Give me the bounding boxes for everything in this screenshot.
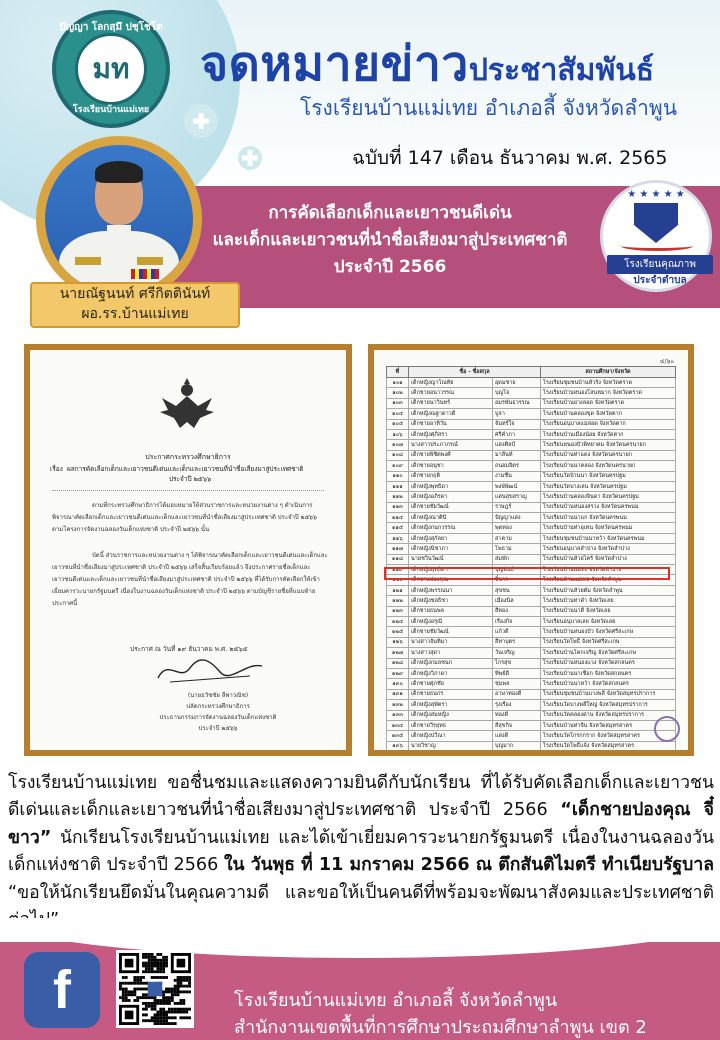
table-cell: อาษาทองดี: [493, 689, 541, 699]
table-cell: ๑๓๑: [387, 689, 409, 699]
table-cell: เด็กหญิงสุทธิดา: [409, 565, 493, 575]
table-cell: ๑๑๑: [387, 481, 409, 491]
table-cell: เด็กหญิงณฐาดาวดี: [409, 409, 493, 419]
table-row: [387, 689, 676, 699]
table-cell: ๑๒๓: [387, 606, 409, 616]
table-cell: ๑๓๔: [387, 720, 409, 730]
table-cell: เด็กหญิงศุภิสรา: [409, 429, 493, 439]
announcement-signer: (นายธวัชชัย ลีพาวณิช) ปลัดกระทรวงศึกษาธิการ ประธานกรรมการจัดงานฉลองวันเด็กแห่งชาติ ประจำปี ๒๕๖๖: [159, 692, 277, 732]
table-cell: เด็กหญิงนิชาภา: [409, 544, 493, 554]
table-row: [387, 419, 676, 429]
table-cell: ๑๑๘: [387, 554, 409, 564]
article-quote: “ขอให้นักเรียนยึดมั่นในคุณความดี และขอให้เป็นคนดีที่พร้อมจะพัฒนาสังคมและประเทศชาติ: [8, 882, 714, 903]
table-cell: เด็กหญิงพุทธิดา: [409, 481, 493, 491]
table-cell: อุดมชาย: [493, 378, 541, 388]
table-cell: โรงเรียนบ้านนาแก จังหวัดนครพนม: [541, 513, 676, 523]
table-cell: ปัญญาแสง: [493, 513, 541, 523]
table-row: [387, 700, 676, 710]
table-cell: ๑๒๐: [387, 575, 409, 585]
facebook-glyph: f: [53, 960, 71, 1020]
footer-office: สำนักงานเขตพื้นที่การศึกษาประถมศึกษาลำพูน เขต 2: [234, 1017, 647, 1038]
table-cell: โรงเรียนวัดบางเลน จังหวัดนครปฐม: [541, 481, 676, 491]
table-cell: ๑๑๒: [387, 492, 409, 502]
garuda-emblem-icon: [158, 376, 216, 434]
table-cell: เด็กหญิงสุกัลยา: [409, 533, 493, 543]
table-cell: นางสาวสุดา: [409, 648, 493, 658]
table-cell: โรงเรียนบ้านหนองบัว จังหวัดศรีสะเกษ: [541, 627, 676, 637]
table-cell: โรงเรียนบ้านนาหว้า จังหวัดสกลนคร: [541, 679, 676, 689]
table-row: [387, 720, 676, 730]
qr-code-icon[interactable]: [116, 950, 194, 1028]
table-cell: โรงเรียนวัดคลองด่าน จังหวัดสมุทรปราการ: [541, 710, 676, 720]
table-cell: ๑๑๐: [387, 471, 409, 481]
table-cell: โรงเรียนหนองบัวพิทยาคม จังหวัดนครนายก: [541, 440, 676, 450]
announcement-document-frame: [24, 344, 352, 756]
table-row: [387, 710, 676, 720]
table-cell: ทองดี: [493, 710, 541, 720]
name-list-document: [374, 350, 688, 750]
table-cell: เด็กหญิงปวีณา: [409, 731, 493, 741]
table-cell: เมืองนิล: [493, 596, 541, 606]
table-cell: สีหาบุตร: [493, 637, 541, 647]
table-cell: โรงเรียนบ้านท่าจีน จังหวัดสมุทรสาคร: [541, 720, 676, 730]
table-cell: เด็กหญิงณาตินี: [409, 513, 493, 523]
table-cell: เด็กชายพิชิตพงศ์: [409, 450, 493, 460]
article-middle: นักเรียนโรงเรียนบ้านแม่เทย และได้เข้าเยี่ยมคารวะนายกรัฐมนตรี เนื่องในงานฉลองวันเด็กแห่งชาติ ประจำปี 2566: [8, 827, 714, 876]
table-cell: ๑๑๖: [387, 533, 409, 543]
announcement-date: ประกาศ ณ วันที่ ๑๙ ธันวาคม พ.ศ. ๒๕๖๕: [130, 645, 248, 653]
table-cell: โรงเรียนบ้านโคกเจริญ จังหวัดศรีสะเกษ: [541, 648, 676, 658]
table-cell: โรงเรียนบ้านทาดำ จังหวัดเลย: [541, 596, 676, 606]
column-header: สถานศึกษา/จังหวัด: [541, 367, 676, 378]
table-cell: บูจา: [493, 409, 541, 419]
table-row: [387, 440, 676, 450]
headline-line-1: การคัดเลือกเด็กและเยาวชนดีเด่น: [268, 203, 512, 223]
column-header: ชื่อ - ชื่อสกุล: [409, 367, 541, 378]
announcement-title: ประกาศกระทรวงศึกษาธิการ: [145, 453, 231, 461]
table-cell: โรงเรียนบ้านห้วยไคร้ จังหวัดลำปาง: [541, 554, 676, 564]
table-cell: โรงเรียนบ้านแม่ทะ จังหวัดลำปาง: [541, 565, 676, 575]
director-photo-frame: [36, 136, 202, 302]
table-cell: เด็กหญิงอภิรดา: [409, 492, 493, 502]
title-main: จดหมายข่าว: [200, 36, 469, 92]
table-cell: โรงเรียนบ้านเมืองน้อย จังหวัดตาก: [541, 429, 676, 439]
table-cell: ๑๑๓: [387, 502, 409, 512]
table-row: [387, 429, 676, 439]
student-highlight-box: [384, 567, 670, 580]
table-cell: ๑๓๒: [387, 700, 409, 710]
table-cell: โรงเรียนบ้านนาคลอง จังหวัดนครนายก: [541, 461, 676, 471]
table-cell: ๑๓๖: [387, 741, 409, 750]
table-cell: โรงเรียนบ้านยางลอด จังหวัดตราด: [541, 398, 676, 408]
table-row: [387, 492, 676, 502]
table-cell: แสนสุขสราญ: [493, 492, 541, 502]
table-row: [387, 741, 676, 750]
table-cell: แสงศิลป์: [493, 440, 541, 450]
announcement-paragraph-1: ตามที่กระทรวงศึกษาธิการได้มอบหมายให้ส่วนราชการและหน่วยงานต่าง ๆ ดำเนินการพิจารณาคัดเลือกเด็กและเยาวชนดีเด่นและเด็กและเยาวชนที่นำชื่อเสียงมาสู่ประเทศชาติ ประจำปี ๒๕๖๖ ตามโครงการจัดงานฉลองวันเด็กแห่งชาติ ประจำปี ๒๕๖๖ นั้น: [52, 502, 317, 533]
director-position: ผอ.รร.บ้านแม่เทย: [81, 306, 189, 322]
table-cell: เด็กหญิงญาโณทัย: [409, 378, 493, 388]
table-cell: เด็กหญิงกมลชนก: [409, 658, 493, 668]
table-cell: ๑๒๙: [387, 668, 409, 678]
headline-text: [150, 200, 590, 281]
table-row: [387, 398, 676, 408]
school-logo-icon: [52, 10, 170, 128]
table-cell: เด็กชายธนกร: [409, 689, 493, 699]
table-cell: นางสาวจันทิมา: [409, 637, 493, 647]
table-cell: โรงเรียนวัดโกรกกราก จังหวัดสมุทรสาคร: [541, 731, 676, 741]
plus-icon: [184, 104, 218, 138]
table-cell: โพธาม: [493, 544, 541, 554]
table-cell: ๑๐๔: [387, 409, 409, 419]
table-cell: โรงเรียนอนุบาลลำปาง จังหวัดลำปาง: [541, 544, 676, 554]
table-cell: ๑๐๘: [387, 450, 409, 460]
signature: [150, 652, 270, 688]
table-cell: พงษ์พัฒน์: [493, 481, 541, 491]
table-cell: แสงดี: [493, 731, 541, 741]
table-cell: วันเจริญ: [493, 648, 541, 658]
table-cell: เด็กชายชัยวัฒน์: [409, 502, 493, 512]
table-cell: โรงเรียนบ้านหนองโสนหมาก จังหวัดตราด: [541, 388, 676, 398]
table-cell: โรงเรียนบ้านท่าแดง จังหวัดนครนายก: [541, 450, 676, 460]
table-cell: ๑๓๕: [387, 731, 409, 741]
table-cell: ศรีคำภา: [493, 429, 541, 439]
table-cell: โรงเรียนบ้านคลองขุด จังหวัดตาก: [541, 409, 676, 419]
table-cell: โรงเรียนชุมชนบ้านหัวรัง จังหวัดตราด: [541, 378, 676, 388]
table-cell: งามชื่น: [493, 471, 541, 481]
table-cell: ๑๐๖: [387, 429, 409, 439]
table-cell: เด็กชายอนาวรรณ: [409, 388, 493, 398]
announcement-document: [30, 350, 346, 750]
table-cell: เด็กชายกฤติ: [409, 471, 493, 481]
quality-badge-sub: ประจำตำบล: [633, 275, 687, 286]
table-row: [387, 481, 676, 491]
table-cell: สีสุขกิจ: [493, 720, 541, 730]
table-row: [387, 409, 676, 419]
table-row: [387, 378, 676, 388]
table-cell: โรงเรียนบ้านท่าอุเทน จังหวัดนครพนม: [541, 523, 676, 533]
table-cell: มาลีนท์: [493, 450, 541, 460]
table-cell: สาคาม: [493, 533, 541, 543]
table-row: [387, 596, 676, 606]
table-cell: ๑๐๑: [387, 378, 409, 388]
headline-line-2: และเด็กและเยาวชนที่นำชื่อเสียงมาสู่ประเทศชาติ: [212, 230, 568, 250]
table-cell: เรืองกิจ: [493, 616, 541, 626]
table-cell: ๑๒๕: [387, 627, 409, 637]
table-cell: ไกรสุข: [493, 658, 541, 668]
issue-number: ฉบับที่ 147 เดือน ธันวาคม พ.ศ. 2565: [352, 147, 668, 169]
table-cell: ๑๒๘: [387, 658, 409, 668]
table-cell: เด็กหญิงพรรณนา: [409, 585, 493, 595]
table-row: [387, 585, 676, 595]
student-name: “เด็กชายปองคุณ จี๋ขาว”: [8, 800, 714, 848]
plus-icon: [238, 146, 262, 170]
table-cell: ๑๑๔: [387, 513, 409, 523]
table-cell: ๑๐๕: [387, 419, 409, 429]
table-row: [387, 731, 676, 741]
table-row: [387, 668, 676, 678]
table-cell: โรงเรียนอนุบาลเลย จังหวัดเลย: [541, 616, 676, 626]
table-cell: ราษฎร์: [493, 502, 541, 512]
table-cell: เด็กชายอนุชา: [409, 461, 493, 471]
table-cell: เด็กหญิงวิภาดา: [409, 668, 493, 678]
table-cell: ๑๑๕: [387, 523, 409, 533]
table-cell: เด็กชายชัยวัฒน์: [409, 627, 493, 637]
table-cell: ๑๒๑: [387, 585, 409, 595]
table-cell: โรงเรียนชุมชนบ้านนาหว้า จังหวัดนครพนม: [541, 533, 676, 543]
name-list-body: [387, 378, 676, 751]
title-suffix: ประชาสัมพันธ์: [468, 53, 655, 88]
table-cell: พุดทอง: [493, 523, 541, 533]
table-cell: โรงเรียนบ้านนาเชือก จังหวัดสกลนคร: [541, 668, 676, 678]
facebook-icon[interactable]: [24, 952, 100, 1028]
table-cell: ๑๒๒: [387, 596, 409, 606]
list-page-number: ๔/๖๐: [659, 358, 674, 365]
table-cell: เด็กหญิงสมหญิง: [409, 710, 493, 720]
logo-motto: ปัญญา โลกสฺมึ ปชฺโชโต: [59, 22, 163, 33]
table-row: [387, 523, 676, 533]
table-cell: สุขชน: [493, 585, 541, 595]
table-row: [387, 616, 676, 626]
table-cell: โรงเรียนวัดบ้านนา จังหวัดนครปฐม: [541, 471, 676, 481]
table-row: [387, 461, 676, 471]
table-cell: เด็กชายวีรยุทธ: [409, 720, 493, 730]
table-cell: ๑๒๔: [387, 616, 409, 626]
table-cell: ๑๒๖: [387, 637, 409, 647]
table-cell: บุญพันธ์: [493, 565, 541, 575]
table-cell: โรงเรียนบ้านแม่เทย จังหวัดลำพูน: [541, 575, 676, 585]
headline-line-3: ประจำปี 2566: [333, 257, 447, 277]
table-row: [387, 627, 676, 637]
stamp-icon: [654, 716, 680, 742]
table-cell: ๑๐๙: [387, 461, 409, 471]
table-row: [387, 388, 676, 398]
table-cell: บุญโจ: [493, 388, 541, 398]
logo-monogram: มท: [92, 52, 130, 85]
event-details: ใน วันพุธ ที่ 11 มกราคม 2566 ณ ตึกสันติไมตรี ทำเนียบรัฐบาล: [223, 855, 714, 876]
table-cell: เด็กชายนาวินทร์: [409, 398, 493, 408]
table-row: [387, 554, 676, 564]
table-row: [387, 513, 676, 523]
director-name: นายณัฐนนท์ ศรีกิตตินันท์: [59, 286, 211, 302]
table-cell: โรงเรียนวัดบางพลีใหญ่ จังหวัดสมุทรปราการ: [541, 700, 676, 710]
table-cell: โรงเรียนอนุบาลแม่สอด จังหวัดตาก: [541, 419, 676, 429]
table-cell: ๑๐๗: [387, 440, 409, 450]
logo-monogram-circle: [75, 33, 147, 105]
table-cell: โรงเรียนวัดโพธิ์แจ้ง จังหวัดสมุทรสาคร: [541, 741, 676, 750]
table-cell: โรงเรียนบ้านหนองสรวง จังหวัดนครพนม: [541, 502, 676, 512]
table-cell: โรงเรียนบ้านนาดี จังหวัดเลย: [541, 606, 676, 616]
table-cell: เด็กชายธนพล: [409, 606, 493, 616]
table-cell: โรงเรียนชุมชนบ้านบางพลี จังหวัดสมุทรปราการ: [541, 689, 676, 699]
column-header: ที่: [387, 367, 409, 378]
table-cell: จันทร์ใจ: [493, 419, 541, 429]
table-header-row: [387, 367, 676, 378]
table-cell: นางสาวประภาภรณ์: [409, 440, 493, 450]
director-name-plate: [30, 282, 240, 328]
table-cell: ๑๑๗: [387, 544, 409, 554]
table-row: [387, 679, 676, 689]
table-cell: สีทอง: [493, 606, 541, 616]
newsletter-title: [200, 26, 720, 102]
newsletter-header: [0, 0, 720, 330]
table-cell: ๑๓๐: [387, 679, 409, 689]
quality-badge-label: โรงเรียนคุณภาพ: [607, 255, 713, 274]
table-cell: ๑๐๓: [387, 398, 409, 408]
table-cell: นายวิชาญ: [409, 741, 493, 750]
table-cell: รุ่งเรือง: [493, 700, 541, 710]
table-cell: โรงเรียนบ้านห้วยต้ม จังหวัดลำพูน: [541, 585, 676, 595]
table-cell: จี๋ขาว: [493, 575, 541, 585]
table-cell: เด็กชายศุภชัย: [409, 679, 493, 689]
table-cell: โรงเรียนบ้านหนองแวง จังหวัดสกลนคร: [541, 658, 676, 668]
announcement-paragraph-2: บัดนี้ ส่วนราชการและหน่วยงานต่าง ๆ ได้พิจารณาคัดเลือกเด็กและเยาวชนดีเด่นและเด็กและเยาวชนที่นำชื่อเสียงมาสู่ประเทศชาติ ประจำปี ๒๕๖๖ เสร็จสิ้นเรียบร้อยแล้ว จึงประกาศรายชื่อเด็กและเยาวชนดีเด่นและเด็กและเยาวชนที่นำชื่อเสียงมาสู่ประเทศชาติ ประจำปี ๒๕๖๖ ที่ได้รับการคัดเลือกให้เข้าเยี่ยมคารวะนายกรัฐมนตรี เนื่องในงานฉลองวันเด็กแห่งชาติ ประจำปี ๒๕๖๖ ตามบัญชีรายชื่อที่แนบท้ายประกาศนี้: [52, 552, 328, 607]
footer-school: โรงเรียนบ้านแม่เทย อำเภอลี้ จังหวัดลำพูน: [234, 990, 558, 1011]
announcement-subject: เรื่อง ผลการคัดเลือกเด็กและเยาวชนดีเด่นและเด็กและเยาวชนที่นำชื่อเสียงมาสู่ประเทศชาติ ประจำปี ๒๕๖๖: [50, 465, 304, 483]
table-cell: ๑๐๒: [387, 388, 409, 398]
director-photo: [45, 145, 193, 293]
table-row: [387, 648, 676, 658]
table-cell: เด็กชายอาทิวัน: [409, 419, 493, 429]
article-intro: โรงเรียนบ้านแม่เทย ขอชื่นชมและแสดงความยินดีกับนักเรียน ที่ได้รับคัดเลือกเด็กและเยาวชนดีเด่นและเด็กและเยาวชนที่นำชื่อเสียงมาสู่ประเทศชาติ ประจำปี 2566: [8, 773, 714, 821]
table-row: [387, 606, 676, 616]
table-cell: ถนอมจิตร: [493, 461, 541, 471]
logo-school-name: โรงเรียนบ้านแม่เทย: [72, 105, 150, 115]
table-cell: เด็กหญิงกนกวรรณ: [409, 523, 493, 533]
table-cell: ชุมพล: [493, 679, 541, 689]
table-cell: โรงเรียนวัดโพธิ์ จังหวัดศรีสะเกษ: [541, 637, 676, 647]
table-cell: ทิพย์ดี: [493, 668, 541, 678]
table-cell: ๑๒๗: [387, 648, 409, 658]
table-cell: นายชวินวัฒน์: [409, 554, 493, 564]
table-cell: เด็กหญิงสุพัตรา: [409, 700, 493, 710]
quality-school-badge-icon: ★ ★ ★ ★ ★ โรงเรียนคุณภาพ ประจำตำบล: [600, 180, 712, 292]
table-cell: แก้วดี: [493, 627, 541, 637]
table-cell: บุญมาก: [493, 741, 541, 750]
table-row: [387, 637, 676, 647]
table-cell: เด็กหญิงอรุณี: [409, 616, 493, 626]
table-row: [387, 471, 676, 481]
school-subtitle: โรงเรียนบ้านแม่เทย อำเภอลี้ จังหวัดลำพูน: [300, 96, 678, 120]
name-list-document-frame: [368, 344, 694, 756]
table-cell: เด็กหญิงชลธิชา: [409, 596, 493, 606]
table-cell: ๑๑๙: [387, 565, 409, 575]
table-row: [387, 450, 676, 460]
table-cell: เด็กชายปองคุณ: [409, 575, 493, 585]
table-row: [387, 533, 676, 543]
table-cell: โรงเรียนบ้านคลองจินดา จังหวัดนครปฐม: [541, 492, 676, 502]
table-cell: สมพัก: [493, 554, 541, 564]
table-row: [387, 658, 676, 668]
table-row: [387, 502, 676, 512]
name-list-table: [386, 366, 676, 750]
table-row: [387, 544, 676, 554]
table-cell: ๑๓๓: [387, 710, 409, 720]
article-body: [8, 770, 714, 934]
table-cell: อมรพันธวรรณ: [493, 398, 541, 408]
